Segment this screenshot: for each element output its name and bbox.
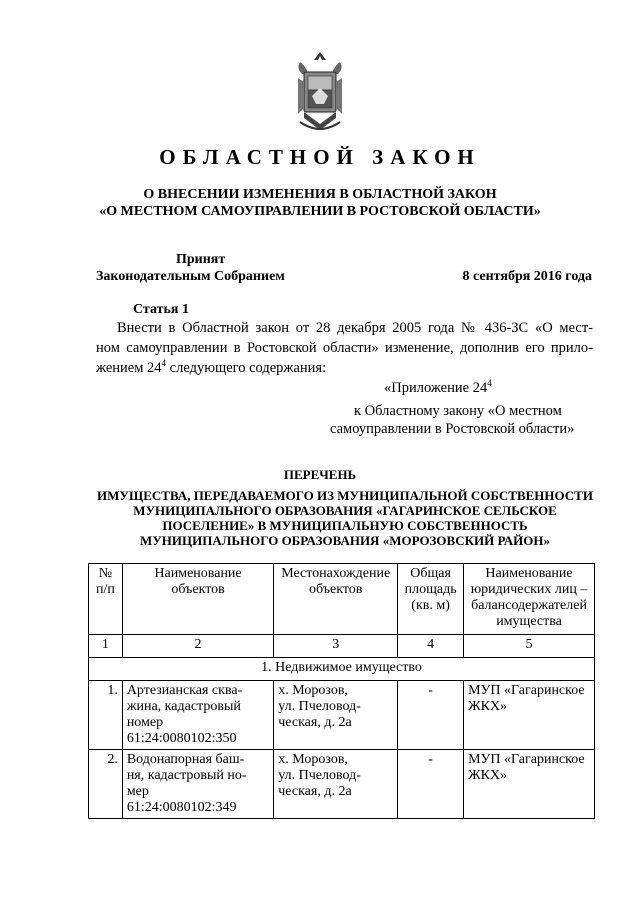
- row-number: 2.: [89, 750, 123, 819]
- list-subtitle-line: МУНИЦИПАЛЬНОГО ОБРАЗОВАНИЯ «МОРОЗОВСКИЙ РАЙОН»: [140, 533, 550, 548]
- article-heading: Статья 1: [133, 302, 189, 317]
- appendix-title: «Приложение $24^4$: [384, 378, 492, 396]
- article-text: [96, 318, 593, 378]
- coat-of-arms-emblem: [290, 48, 350, 138]
- law-title: ОБЛАСТНОЙ ЗАКОН: [159, 145, 481, 169]
- list-subtitle-line: ПОСЕЛЕНИЕ» В МУНИЦИПАЛЬНУЮ СОБСТВЕННОСТЬ: [162, 518, 528, 533]
- article-text-line: ном самоуправлении в Ростовской области» изменение, дополнив его прило-: [96, 340, 593, 356]
- table-row: [89, 681, 595, 750]
- superscript: 4: [161, 358, 167, 369]
- row-number: 1.: [89, 681, 123, 750]
- superscript: 4: [487, 378, 492, 389]
- accepted-label: Принят: [176, 252, 226, 267]
- list-subtitle-line: МУНИЦИПАЛЬНОГО ОБРАЗОВАНИЯ «ГАГАРИНСКОЕ СЕЛЬСКОЕ: [133, 503, 557, 518]
- header-cell: Общая площадь (кв. м): [398, 564, 464, 635]
- column-number: 2: [122, 635, 273, 658]
- property-table: [88, 563, 595, 819]
- object-name: Артезианская сква- жина, кадастровый номер 61:24:0080102:350: [122, 681, 273, 750]
- section-title: 1. Недвижимое имущество: [89, 658, 595, 681]
- law-subtitle: [40, 186, 600, 220]
- accepted-date: 8 сентября 2016 года: [462, 269, 592, 284]
- appendix-ref-line: самоуправлении в Ростовской области»: [330, 421, 575, 437]
- table-header-row: [89, 564, 595, 635]
- column-number-row: [89, 635, 595, 658]
- accepted-by: Законодательным Собранием: [96, 269, 285, 284]
- object-location: х. Морозов, ул. Пчеловод- ческая, д. 2а: [274, 681, 398, 750]
- header-cell: № п/п: [89, 564, 123, 635]
- object-name: Водонапорная баш- ня, кадастровый но- мер 61:24:0080102:349: [122, 750, 273, 819]
- list-subtitle: [70, 488, 620, 548]
- column-number: 5: [464, 635, 595, 658]
- section-row: [89, 658, 595, 681]
- column-number: 4: [398, 635, 464, 658]
- law-subtitle-line: «О МЕСТНОМ САМОУПРАВЛЕНИИ В РОСТОВСКОЙ ОБЛАСТИ»: [99, 204, 541, 219]
- list-title: ПЕРЕЧЕНЬ: [283, 467, 357, 482]
- object-location: х. Морозов, ул. Пчеловод- ческая, д. 2а: [274, 750, 398, 819]
- balance-holder: МУП «Гагаринское ЖКХ»: [464, 681, 595, 750]
- table-row: [89, 750, 595, 819]
- list-subtitle-line: ИМУЩЕСТВА, ПЕРЕДАВАЕМОГО ИЗ МУНИЦИПАЛЬНОЙ СОБСТВЕННОСТИ: [97, 488, 593, 503]
- article-text-line: [96, 358, 593, 378]
- header-cell: Местонахождение объектов: [274, 564, 398, 635]
- column-number: 1: [89, 635, 123, 658]
- law-subtitle-line: О ВНЕСЕНИИ ИЗМЕНЕНИЯ В ОБЛАСТНОЙ ЗАКОН: [143, 187, 497, 202]
- header-cell: Наименование юридических лиц – балансодержателей имущества: [464, 564, 595, 635]
- object-area: -: [398, 750, 464, 819]
- header-cell: Наименование объектов: [122, 564, 273, 635]
- article-text-line: Внести в Областной закон от 28 декабря 2005 года № 436-ЗС «О мест-: [117, 320, 593, 336]
- balance-holder: МУП «Гагаринское ЖКХ»: [464, 750, 595, 819]
- object-area: -: [398, 681, 464, 750]
- article-text-part: следующего содержания:: [166, 360, 327, 376]
- appendix-ref-line: к Областному закону «О местном: [354, 403, 562, 419]
- article-text-part: жением 24: [96, 360, 162, 376]
- column-number: 3: [274, 635, 398, 658]
